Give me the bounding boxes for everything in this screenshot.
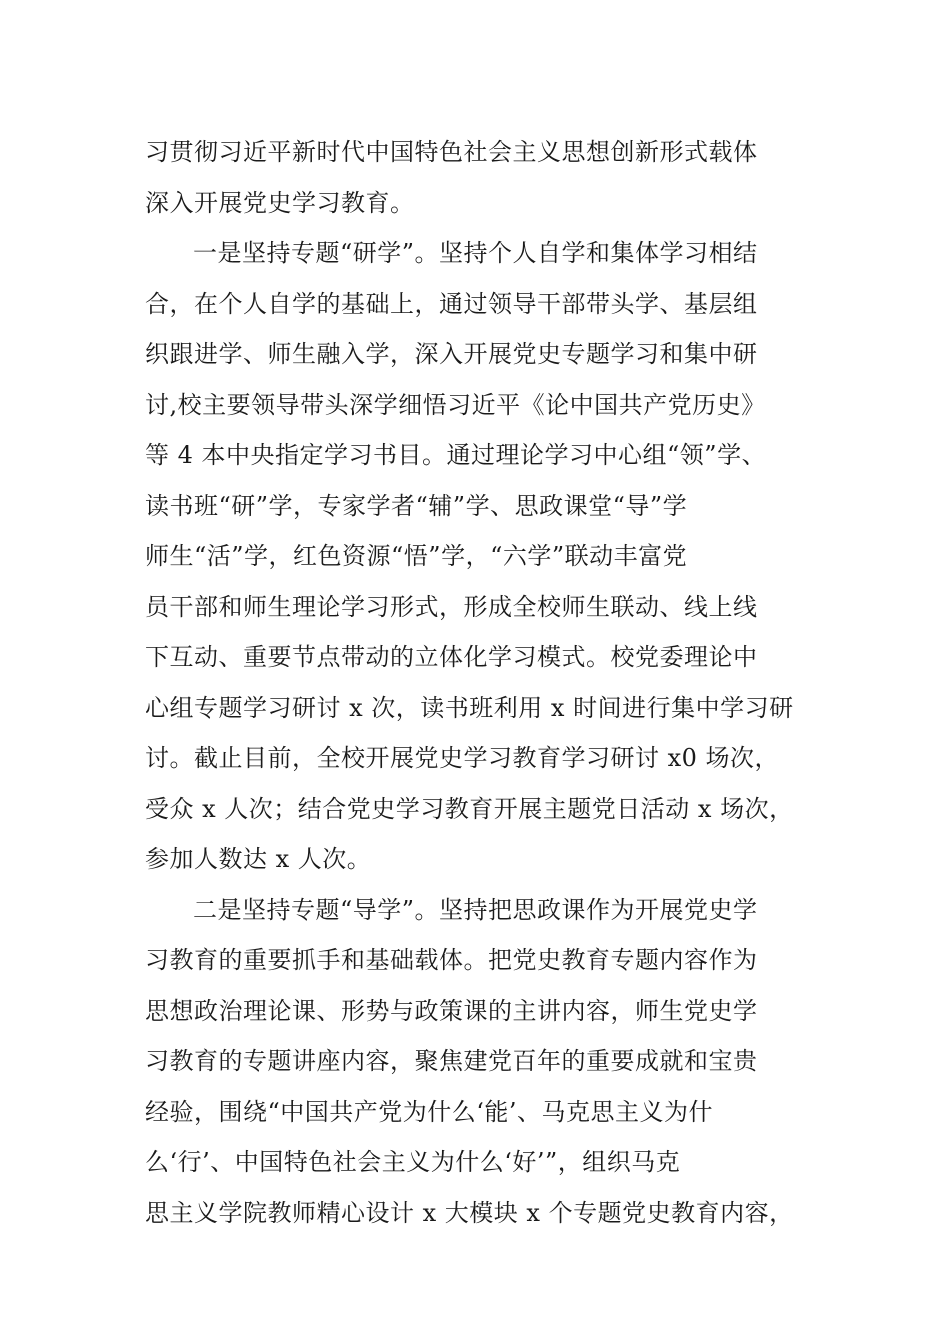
- text-line: 习教育的专题讲座内容，聚焦建党百年的重要成就和宝贵: [145, 1047, 758, 1075]
- text-line: 员干部和师生理论学习形式，形成全校师生联动、线上线: [145, 592, 758, 621]
- text-line: 参加人数达 x 人次。: [145, 845, 372, 873]
- text-line: 习教育的重要抓手和基础载体。把党史教育专题内容作为: [145, 946, 758, 974]
- text-line: 讨,校主要领导带头深学细悟习近平《论中国共产党历史》: [145, 390, 766, 419]
- text-line: 思主义学院教师精心设计 x 大模块 x 个专题党史教育内容，: [145, 1198, 794, 1227]
- text-line: 读书班“研”学，专家学者“辅”学、思政课堂“导”学: [145, 491, 688, 520]
- text-line: 讨。截止目前，全校开展党史学习教育学习研讨 x0 场次，: [145, 744, 780, 772]
- text-line: 心组专题学习研讨 x 次，读书班利用 x 时间进行集中学习研: [145, 693, 794, 722]
- body-text: [145, 127, 825, 1238]
- text-line: 等 4 本中央指定学习书目。通过理论学习中心组“领”学、: [145, 441, 767, 469]
- text-line: 经验，围绕“中国共产党为什么‘能’、马克思主义为什: [145, 1097, 714, 1126]
- text-line: 习贯彻习近平新时代中国特色社会主义思想创新形式载体: [145, 138, 758, 166]
- text-line: 思想政治理论课、形势与政策课的主讲内容，师生党史学: [145, 996, 758, 1025]
- text-line: 师生“活”学，红色资源“悟”学，“六学”联动丰富党: [145, 542, 688, 570]
- text-line: 么‘行’、中国特色社会主义为什么‘好’”，组织马克: [145, 1148, 681, 1176]
- paragraph-start-line: 二是坚持专题“导学”。坚持把思政课作为开展党史学: [193, 895, 758, 924]
- text-line: 合，在个人自学的基础上，通过领导干部带头学、基层组: [145, 289, 758, 318]
- text-line: 深入开展党史学习教育。: [145, 188, 415, 217]
- text-line: 下互动、重要节点带动的立体化学习模式。校党委理论中: [145, 643, 758, 671]
- text-line: 织跟进学、师生融入学，深入开展党史专题学习和集中研: [145, 340, 758, 368]
- paragraph-start-line: 一是坚持专题“研学”。坚持个人自学和集体学习相结: [193, 239, 758, 267]
- text-line: 受众 x 人次；结合党史学习教育开展主题党日活动 x 场次，: [145, 794, 794, 823]
